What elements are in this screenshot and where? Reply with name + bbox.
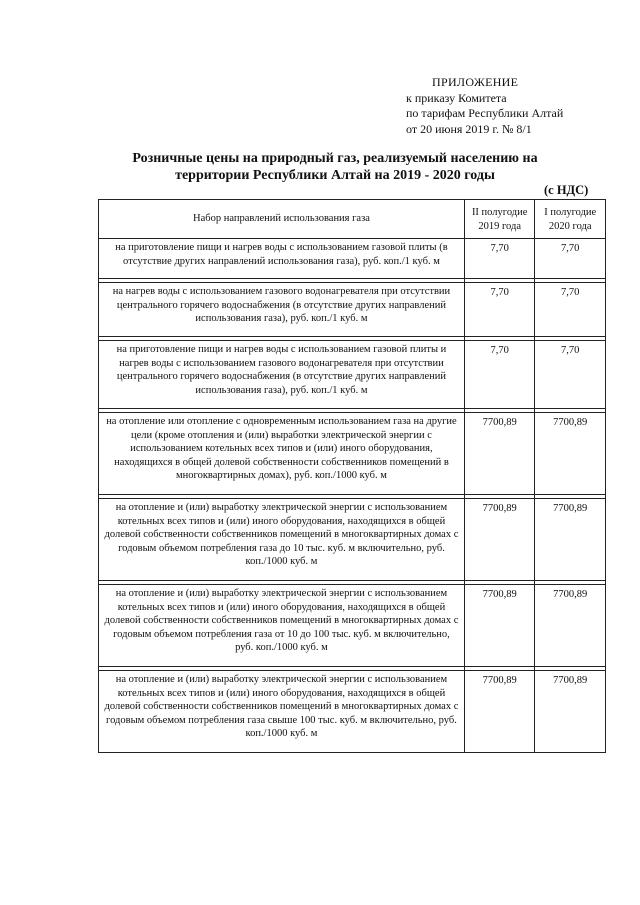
header-direction: Набор направлений использования газа: [99, 200, 465, 239]
direction-cell: на отопление или отопление с одновременным использованием газа на другие цели (кроме отопления и (или) выработки электрической энергии с использованием котельных всех типов и (или) иного оборудования, находящихся в общей долевой собственности собственников помещений в многоквартирных домах), руб. коп./1000 куб. м: [99, 413, 465, 495]
direction-cell: на приготовление пищи и нагрев воды с использованием газовой плиты (в отсутствие других направлений использования газа), руб. коп./1 куб. м: [99, 239, 465, 279]
title-line-1: Розничные цены на природный газ, реализуемый населению на: [132, 151, 538, 166]
price-cell-period-1: 7,70: [464, 341, 535, 409]
table-row: [99, 671, 606, 753]
price-cell-period-2: 7700,89: [535, 499, 606, 581]
price-cell-period-1: 7700,89: [464, 671, 535, 753]
table-row: [99, 341, 606, 409]
header-period-1: II полугодие 2019 года: [464, 200, 535, 239]
header-period-2: I полугодие 2020 года: [535, 200, 606, 239]
table-row: [99, 499, 606, 581]
price-cell-period-2: 7,70: [535, 239, 606, 279]
price-cell-period-1: 7,70: [464, 283, 535, 337]
direction-cell: на отопление и (или) выработку электрической энергии с использованием котельных всех типов и (или) иного оборудования, находящихся в общей долевой собственности собственников помещений в многоквартирных домах с годовым объемом потребления газа от 10 до 100 тыс. куб. м включительно, руб. коп./1000 куб. м: [99, 585, 465, 667]
table-body: [99, 239, 606, 753]
appendix-line-2: по тарифам Республики Алтай: [406, 106, 564, 120]
price-cell-period-1: 7,70: [464, 239, 535, 279]
price-cell-period-1: 7700,89: [464, 585, 535, 667]
document-title: [100, 150, 570, 184]
table-header-row: [99, 200, 606, 239]
direction-cell: на нагрев воды с использованием газового водонагревателя при отсутствии центрального горячего водоснабжения (в отсутствие других направлений использования газа), руб. коп./1 куб. м: [99, 283, 465, 337]
table-row: [99, 413, 606, 495]
price-cell-period-2: 7700,89: [535, 671, 606, 753]
table-row: [99, 283, 606, 337]
direction-cell: на отопление и (или) выработку электрической энергии с использованием котельных всех типов и (или) иного оборудования, находящихся в общей долевой собственности собственников помещений в многоквартирных домах с годовым объемом потребления газа до 10 тыс. куб. м включительно, руб. коп./1000 куб. м: [99, 499, 465, 581]
price-cell-period-1: 7700,89: [464, 499, 535, 581]
price-cell-period-2: 7700,89: [535, 585, 606, 667]
table-row: [99, 585, 606, 667]
price-cell-period-2: 7,70: [535, 341, 606, 409]
table-row: [99, 239, 606, 279]
direction-cell: на отопление и (или) выработку электрической энергии с использованием котельных всех типов и (или) иного оборудования, находящихся в общей долевой собственности собственников помещений в многоквартирных домах с годовым объемом потребления газа свыше 100 тыс. куб. м включительно, руб. коп./1000 куб. м: [99, 671, 465, 753]
title-line-2: территории Республики Алтай на 2019 - 2020 годы: [175, 168, 495, 183]
price-cell-period-2: 7700,89: [535, 413, 606, 495]
price-cell-period-2: 7,70: [535, 283, 606, 337]
appendix-heading: ПРИЛОЖЕНИЕ: [432, 75, 519, 89]
price-table: [98, 199, 606, 753]
price-cell-period-1: 7700,89: [464, 413, 535, 495]
appendix-line-3: от 20 июня 2019 г. № 8/1: [406, 121, 532, 136]
appendix-line-1: к приказу Комитета: [406, 90, 507, 105]
vat-note: (с НДС): [544, 183, 589, 197]
direction-cell: на приготовление пищи и нагрев воды с использованием газовой плиты и нагрев воды с использованием газового водонагревателя при отсутствии центрального горячего водоснабжения (в отсутствие других направлений использования газа), руб. коп./1 куб. м: [99, 341, 465, 409]
appendix-block: [406, 75, 563, 137]
